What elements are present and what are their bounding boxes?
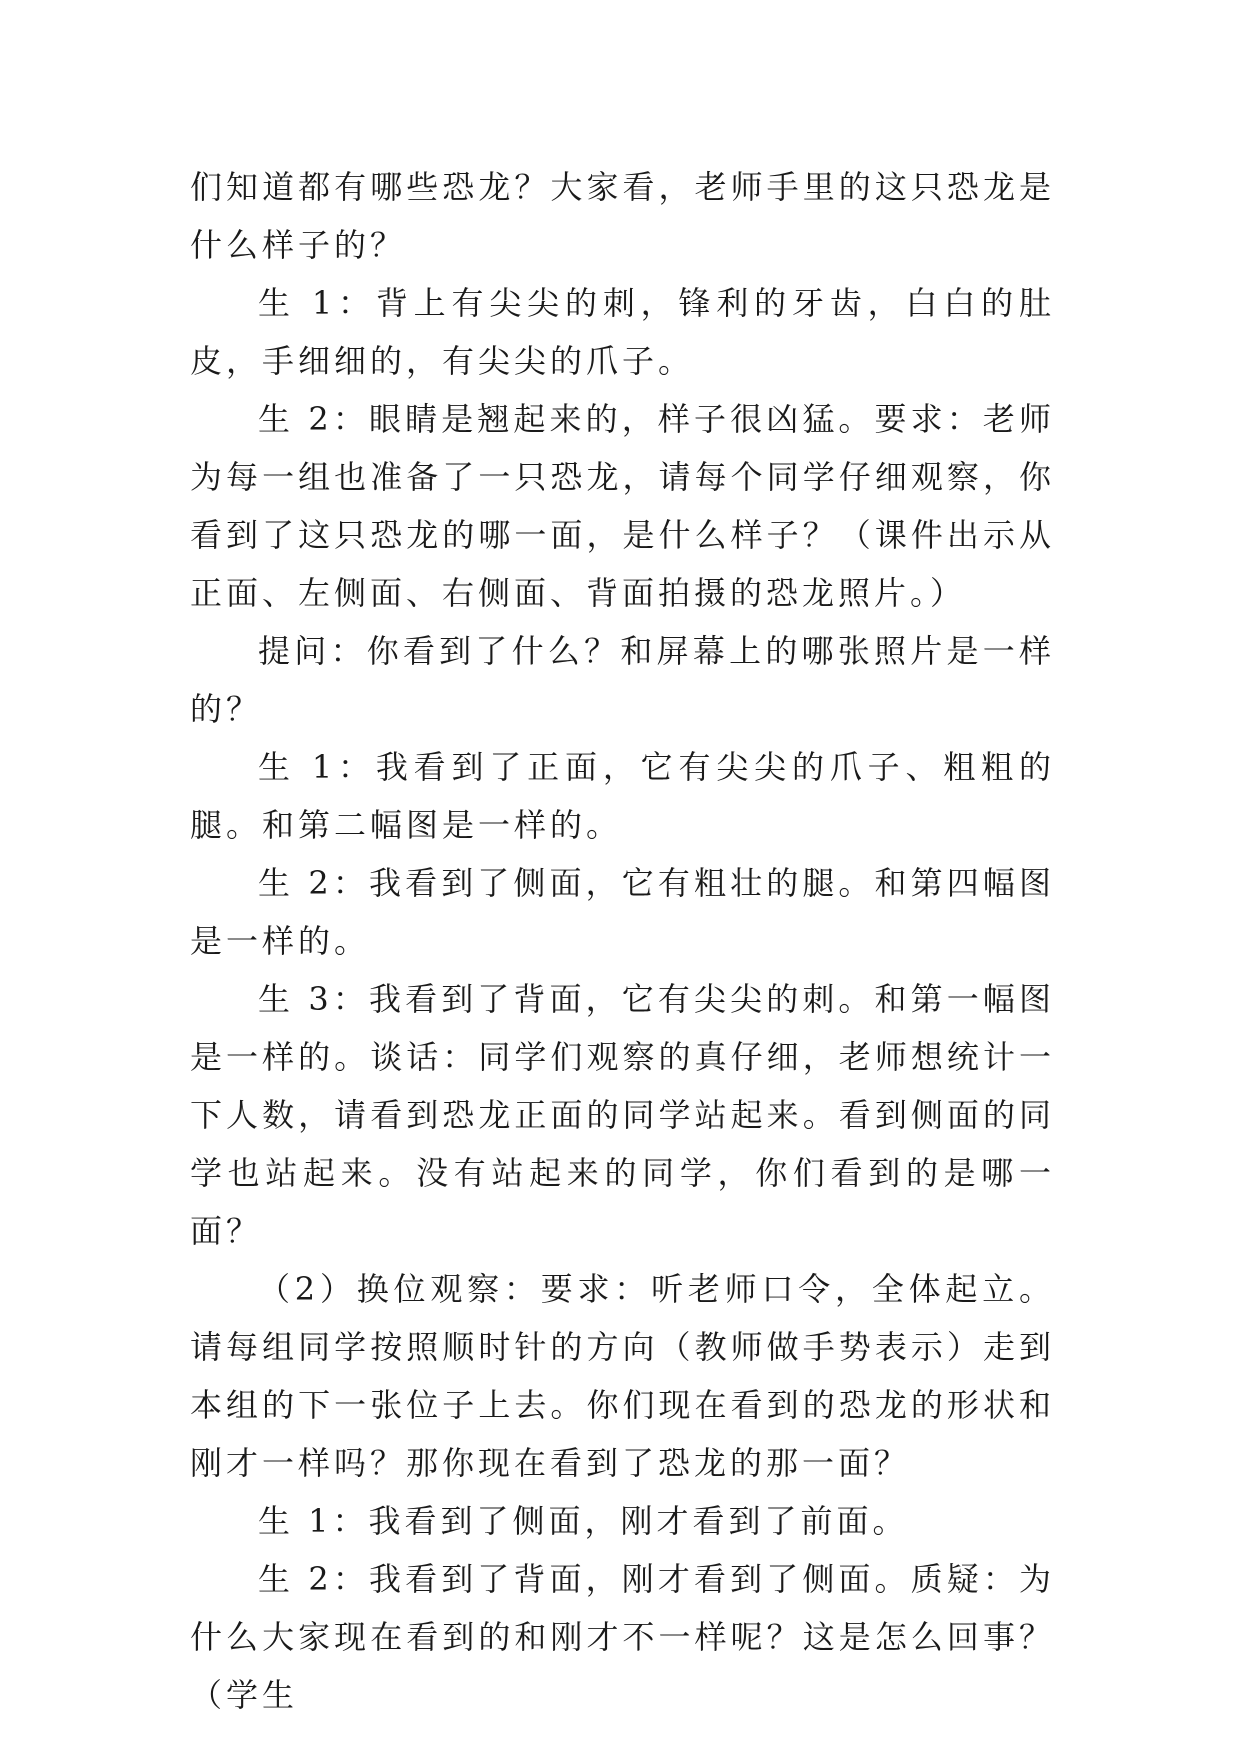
paragraph-student-3-back: 生 3：我看到了背面，它有尖尖的刺。和第一幅图是一样的。谈话：同学们观察的真仔细，老师想统计一下人数，请看到恐龙正面的同学站起来。看到侧面的同学也站起来。没有站起来的同学，你们看到的是哪一面？: [190, 980, 1055, 1250]
paragraph-student-2-side: 生 2：我看到了侧面，它有粗壮的腿。和第四幅图是一样的。: [190, 864, 1055, 960]
paragraph-student-1-answer: 生 1：我看到了侧面，刚才看到了前面。: [258, 1502, 909, 1540]
paragraph-switch-observation: （2）换位观察：要求：听老师口令，全体起立。请每组同学按照顺时针的方向（教师做手势表示）走到本组的下一张位子上去。你们现在看到的恐龙的形状和刚才一样吗？那你现在看到了恐龙的那一面？: [190, 1270, 1055, 1482]
paragraph-continuation: 们知道都有哪些恐龙？大家看，老师手里的这只恐龙是什么样子的？: [190, 168, 1055, 264]
paragraph-student-2-requirement: 生 2：眼睛是翘起来的，样子很凶猛。要求：老师为每一组也准备了一只恐龙，请每个同学仔细观察，你看到了这只恐龙的哪一面，是什么样子？（课件出示从正面、左侧面、右侧面、背面拍摄的恐龙照片。）: [190, 400, 1055, 612]
paragraph-student-1-front: 生 1：我看到了正面，它有尖尖的爪子、粗粗的腿。和第二幅图是一样的。: [190, 748, 1055, 844]
document-body: [190, 158, 1055, 1724]
paragraph-question: 提问：你看到了什么？和屏幕上的哪张照片是一样的？: [190, 632, 1055, 728]
paragraph-student-1-description: 生 1：背上有尖尖的刺，锋利的牙齿，白白的肚皮，手细细的，有尖尖的爪子。: [190, 284, 1055, 380]
paragraph-student-2-answer: 生 2：我看到了背面，刚才看到了侧面。质疑：为什么大家现在看到的和刚才不一样呢？这是怎么回事？（学生: [190, 1560, 1055, 1714]
